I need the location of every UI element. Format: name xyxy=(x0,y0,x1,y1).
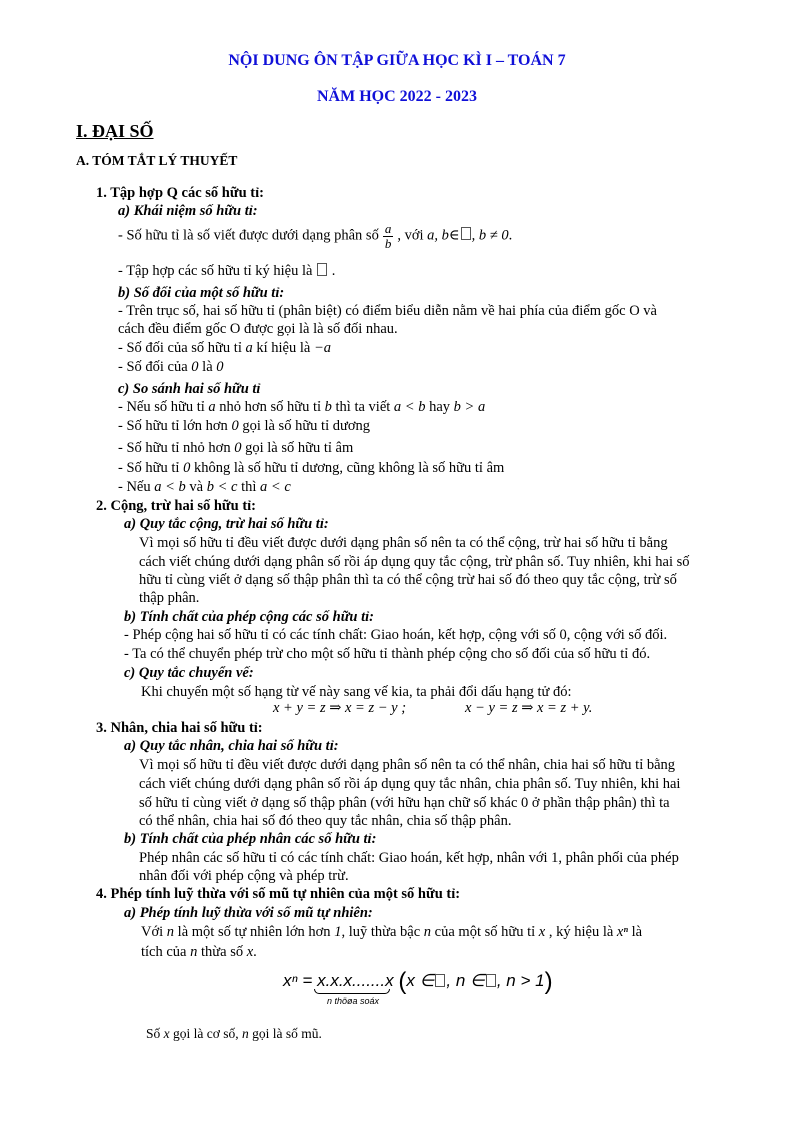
topic-1-heading: 1. Tập hợp Q các số hữu tỉ: xyxy=(96,185,264,201)
text-line: - Số hữu tỉ 0 không là số hữu tỉ dương, cũng không là số hữu tỉ âm xyxy=(118,460,505,476)
topic-3b-heading: b) Tính chất của phép nhân các số hữu tỉ: xyxy=(124,831,377,847)
text-line: - Số đối của 0 là 0 xyxy=(118,359,224,375)
topic-2a-heading: a) Quy tắc cộng, trừ hai số hữu tỉ: xyxy=(124,516,329,532)
integer-set-symbol xyxy=(461,227,471,240)
topic-4a-heading: a) Phép tính luỹ thừa với số mũ tự nhiên: xyxy=(124,905,373,921)
text-line: thập phân. xyxy=(139,590,200,606)
formula-transpose-2: x − y = z ⇒ x = z + y. xyxy=(465,700,593,716)
topic-3-heading: 3. Nhân, chia hai số hữu tỉ: xyxy=(96,720,263,736)
text-line: Phép nhân các số hữu tỉ có các tính chất: Giao hoán, kết hợp, nhân với 1, phân phối của phép xyxy=(139,850,679,866)
topic-1a-heading: a) Khái niệm số hữu tỉ: xyxy=(118,203,258,219)
rational-set-symbol xyxy=(317,263,327,276)
text-line: - Nếu số hữu tỉ a nhỏ hơn số hữu tỉ b thì ta viết a < b hay b > a xyxy=(118,399,486,415)
topic-3a-heading: a) Quy tắc nhân, chia hai số hữu tỉ: xyxy=(124,738,339,754)
text-line: hữu tỉ cùng viết ở dạng số thập phân thì ta có thể cộng trừ hai số đó theo quy tắc cộng, trừ số xyxy=(139,572,677,588)
definition-line: - Số hữu tỉ là số viết được dưới dạng phân số $\frac{a}{b}$ , với a, b∈ , b ≠ 0. xyxy=(118,221,513,251)
text-line: Vì mọi số hữu tỉ đều viết được dưới dạng phân số nên ta có thể cộng, trừ hai số hữu tỉ bằng xyxy=(139,535,668,551)
text-line: - Số đối của số hữu tỉ a kí hiệu là −a xyxy=(118,340,331,356)
product-term: x.x.x.......x xyxy=(317,971,394,990)
text-line: cách viết chúng dưới dạng phân số rồi áp dụng quy tắc nhân, chia phân số. Tuy nhiên, khi hai xyxy=(139,776,681,792)
topic-2b-heading: b) Tính chất của phép cộng các số hữu tỉ: xyxy=(124,609,374,625)
formula-transpose-1: x + y = z ⇒ x = z − y ; xyxy=(273,700,407,716)
topic-1c-heading: c) So sánh hai số hữu tỉ xyxy=(118,381,261,397)
rational-set-line: - Tập hợp các số hữu tỉ ký hiệu là . xyxy=(118,263,336,279)
text-line: Vì mọi số hữu tỉ đều viết được dưới dạng phân số nên ta có thể nhân, chia hai số hữu tỉ bằng xyxy=(139,757,676,773)
power-formula: xⁿ = x.x.x.......x (x ∈ , n ∈ , n > 1) xyxy=(283,968,553,995)
section-heading-algebra: I. ĐẠI SỐ xyxy=(76,121,154,141)
text-line: có thể nhân, chia hai số đó theo quy tắc nhân, chia số thập phân. xyxy=(139,813,512,829)
text-line: - Ta có thể chuyển phép trừ cho một số hữu tỉ thành phép cộng cho số đối của số hữu tỉ đó. xyxy=(124,646,651,662)
text-line: - Số hữu tỉ nhỏ hơn 0 gọi là số hữu tỉ âm xyxy=(118,440,354,456)
text-line: Với n là một số tự nhiên lớn hơn 1, luỹ thừa bậc n của một số hữu tỉ x , ký hiệu là xⁿ là xyxy=(141,924,643,940)
text-line: - Số hữu tỉ lớn hơn 0 gọi là số hữu tỉ dương xyxy=(118,418,371,434)
topic-2c-heading: c) Quy tắc chuyển vế: xyxy=(124,665,254,681)
rational-set-symbol xyxy=(435,974,445,987)
text-line: Khi chuyển một số hạng từ vế này sang vế kia, ta phải đổi dấu hạng tử đó: xyxy=(141,684,572,700)
school-year: NĂM HỌC 2022 - 2023 xyxy=(317,88,477,105)
text-line: cách viết chúng dưới dạng phân số rồi áp dụng quy tắc cộng, trừ phân số. Tuy nhiên, khi hai số xyxy=(139,554,690,570)
topic-4-heading: 4. Phép tính luỹ thừa với số mũ tự nhiên của một số hữu tỉ: xyxy=(96,886,461,902)
underbrace-label: n thöøa soáx xyxy=(327,996,380,1006)
natural-set-symbol xyxy=(486,974,496,987)
topic-2-heading: 2. Cộng, trừ hai số hữu tỉ: xyxy=(96,498,257,514)
text-line: - Nếu a < b và b < c thì a < c xyxy=(118,479,291,495)
subsection-heading-theory: A. TÓM TẮT LÝ THUYẾT xyxy=(76,153,238,168)
underbrace xyxy=(314,989,390,994)
text-line: - Trên trục số, hai số hữu tỉ (phân biệt) có điểm biểu diễn nằm về hai phía của điểm gốc O và xyxy=(118,303,657,319)
text-line: Số x gọi là cơ số, n gọi là số mũ. xyxy=(146,1026,322,1041)
document-title: NỘI DUNG ÔN TẬP GIỮA HỌC KÌ I – TOÁN 7 xyxy=(228,52,566,69)
text-line: tích của n thừa số x. xyxy=(141,944,257,960)
text-line: cách đều điểm gốc O được gọi là là số đối nhau. xyxy=(118,321,398,337)
text-line: nhân đối với phép cộng và phép trừ. xyxy=(139,868,349,884)
fraction-a-over-b: $\frac{a}{b}$ xyxy=(384,221,392,251)
text-line: - Phép cộng hai số hữu tỉ có các tính chất: Giao hoán, kết hợp, cộng với số 0, cộng với số đối. xyxy=(124,627,668,643)
topic-1b-heading: b) Số đối của một số hữu tỉ: xyxy=(118,285,285,301)
text-line: số hữu tỉ cùng viết ở dạng số thập phân (với hữu hạn chữ số khác 0 ở phần thập phân) thì ta xyxy=(139,795,670,811)
